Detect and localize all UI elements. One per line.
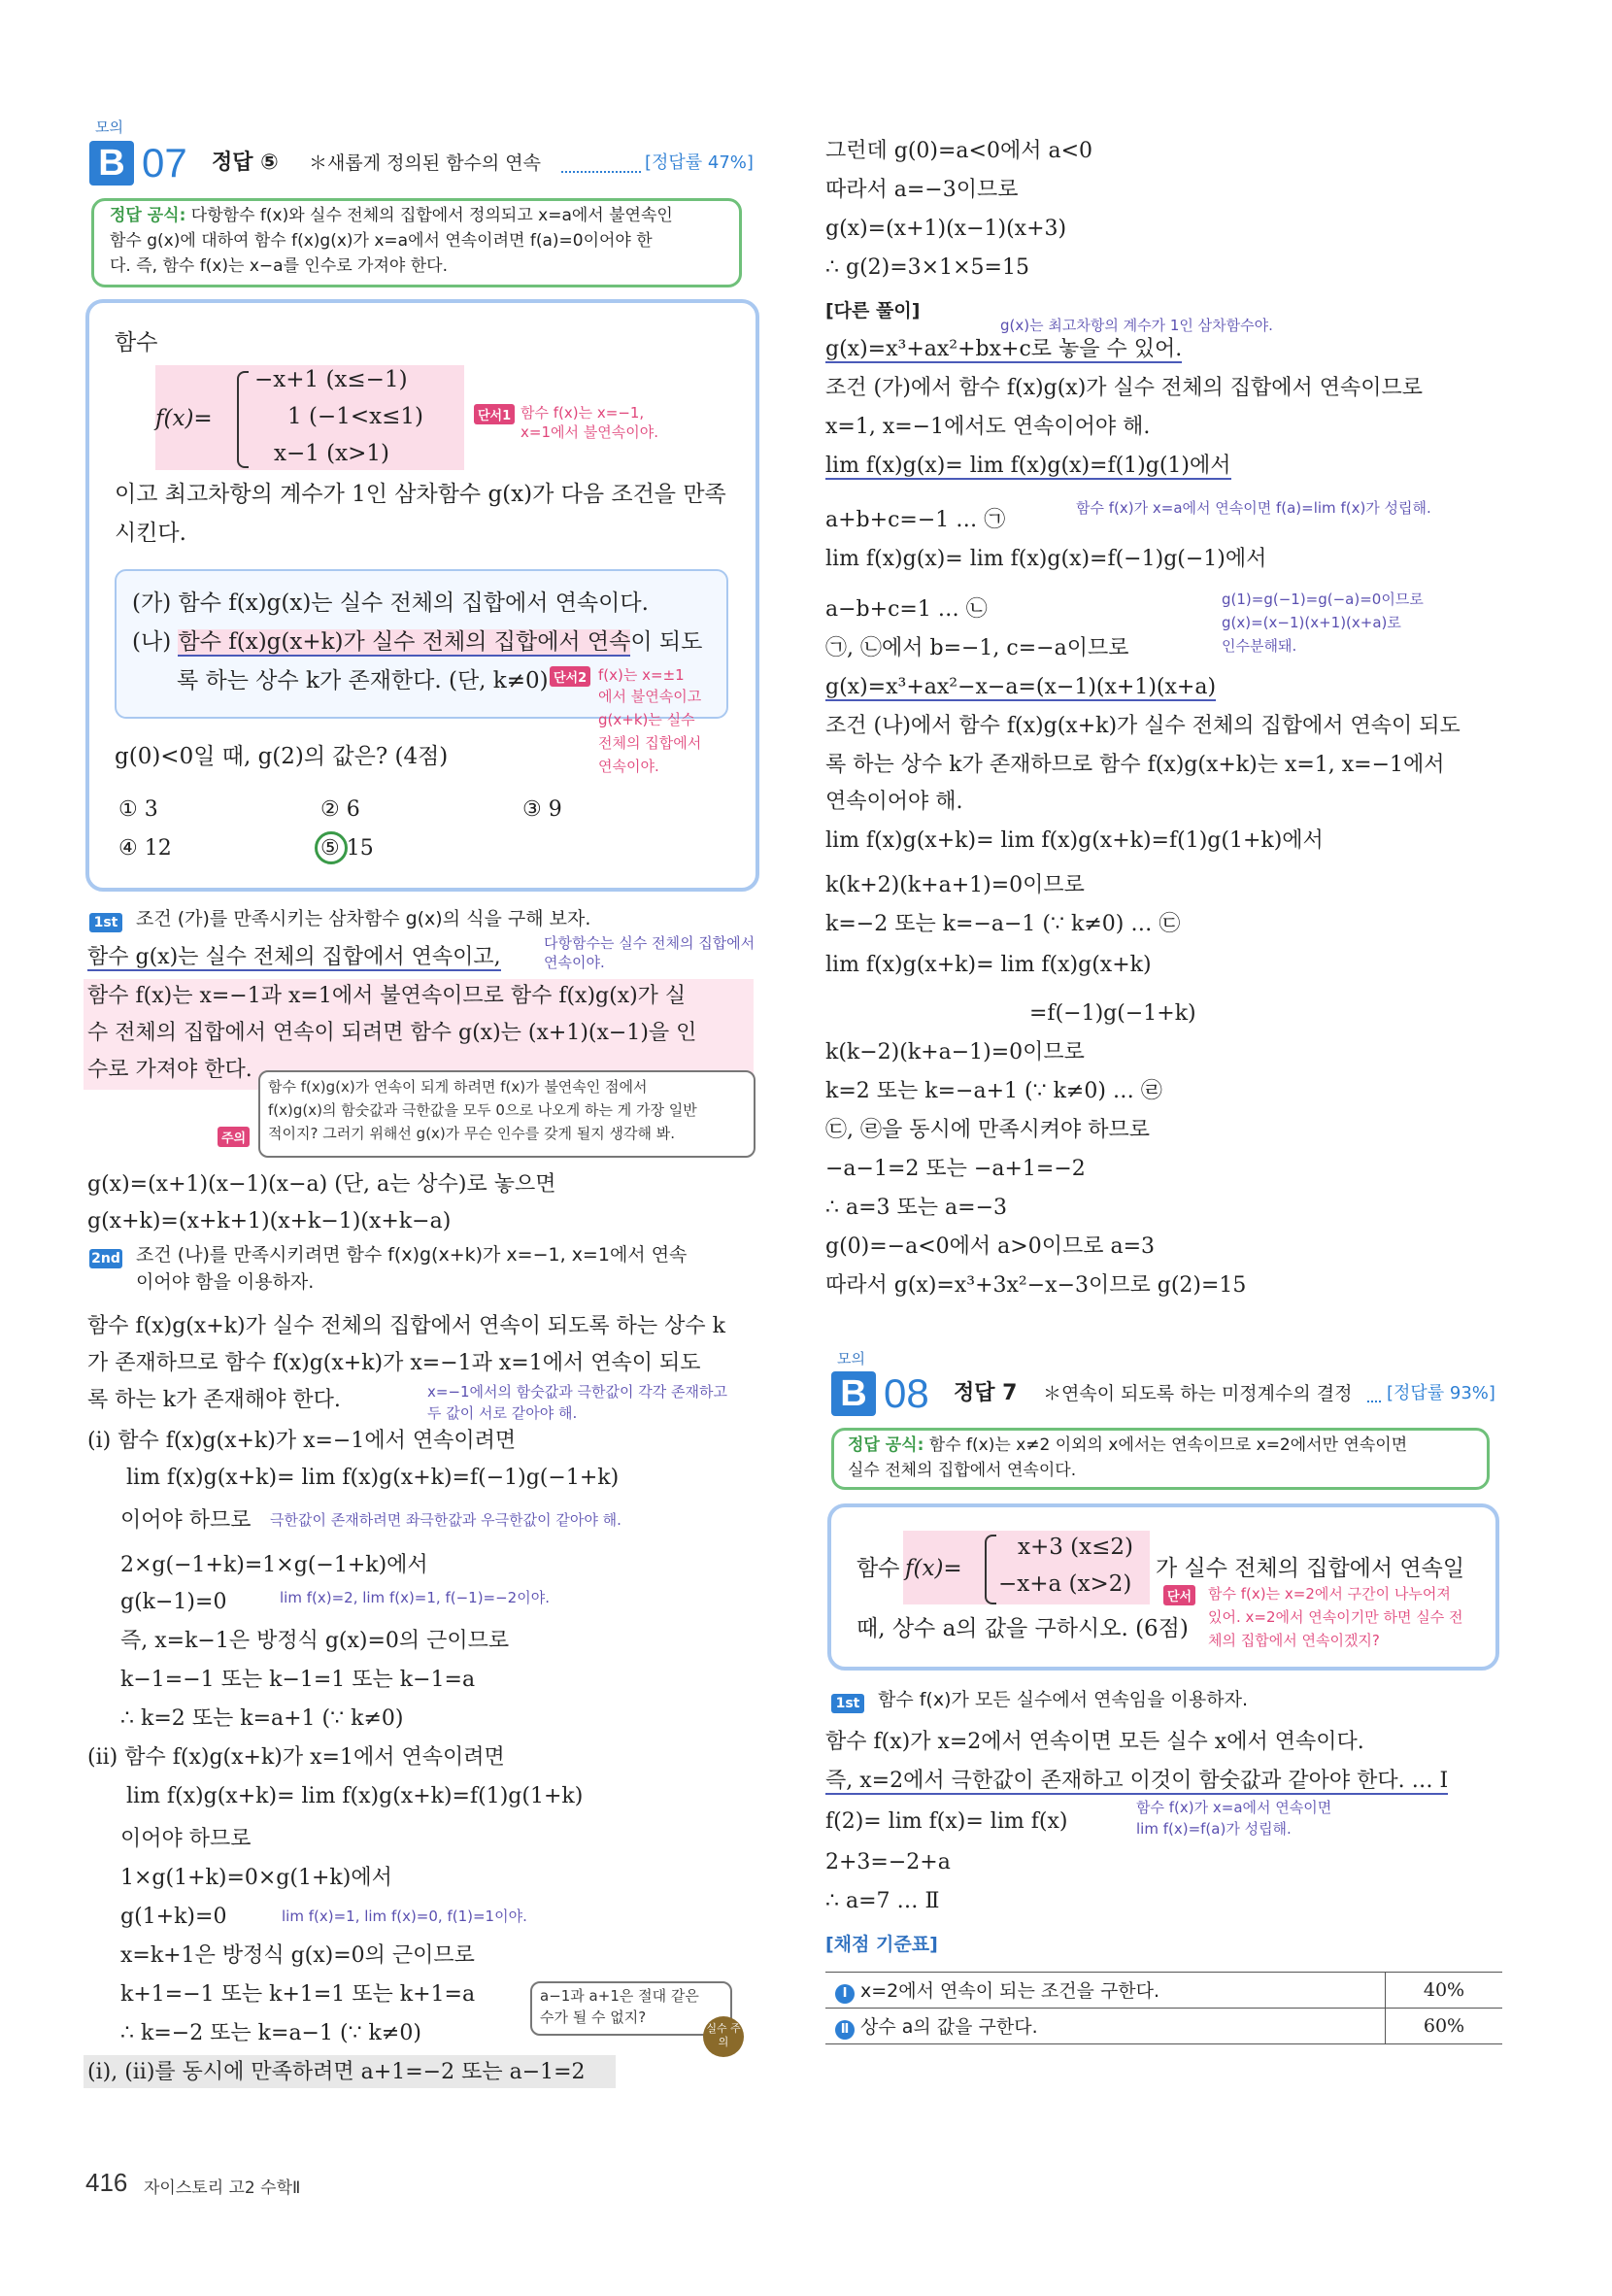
sol1-note-1: 다항함수는 실수 전체의 집합에서 [544, 934, 756, 952]
grading-row-2-pct: 60% [1386, 2009, 1503, 2044]
alt-solution-title: [다른 풀이] [825, 300, 921, 321]
case-ii-3: 이어야 하므로 [120, 1827, 252, 1851]
alt-line-12: 연속이어야 해. [825, 790, 963, 814]
p08-step-1-badge: 1st [831, 1694, 864, 1713]
alt-line-22: ∴ a=3 또는 a=−3 [825, 1196, 1008, 1220]
step-2-line-1: 조건 (나)를 만족시키려면 함수 f(x)g(x+k)가 x=−1, x=1에서 연속 [136, 1244, 688, 1266]
step-2-line-2: 이어야 함을 이용하자. [136, 1271, 315, 1293]
p08-sol-5: ∴ a=7 … Ⅱ [825, 1889, 940, 1913]
p08-formula-line-1: 정답 공식: 함수 f(x)는 x≠2 이외의 x에서는 연속이므로 x=2에서만 연속이면 [848, 1435, 1408, 1455]
header-leader [561, 171, 641, 173]
sol1-after-2: g(x+k)=(x+k+1)(x+k−1)(x+k−a) [87, 1209, 452, 1233]
p08-leader [1367, 1401, 1381, 1402]
condition-b: (나) 함수 f(x)g(x+k)가 실수 전체의 집합에서 연속이 되도 [132, 629, 703, 655]
alt-line-23: g(0)=−a<0에서 a>0이므로 a=3 [825, 1234, 1156, 1259]
grading-table [825, 1972, 1502, 2044]
case-i-6: 즉, x=k−1은 방정식 g(x)=0의 근이므로 [120, 1629, 510, 1653]
p08-pre: 함수 [856, 1556, 900, 1581]
p08-answer: 정답 7 [954, 1381, 1018, 1405]
hint1-line-1: 함수 f(x)는 x=−1, [521, 404, 645, 422]
sol2-note-1: x=−1에서의 함숫값과 극한값이 각각 존재하고 [427, 1383, 727, 1401]
case-i-2: lim f(x)g(x+k)= lim f(x)g(x+k)=f(−1)g(−1+k) [126, 1466, 620, 1490]
sol2-line-1: 함수 f(x)g(x+k)가 실수 전체의 집합에서 연속이 되도록 하는 상수 k [87, 1314, 725, 1338]
sol1-line-1: 함수 g(x)는 실수 전체의 집합에서 연속이고, [87, 945, 501, 969]
p08-end: 때, 상수 a의 값을 구하시오. (6점) [856, 1616, 1189, 1641]
choice-4[interactable]: ④ 12 [118, 836, 172, 861]
alt-line-8: ㉠, ㉡에서 b=−1, c=−a이므로 [825, 636, 1129, 660]
correct-answer-circle [315, 831, 348, 864]
desc-line-1: 이고 최고차항의 계수가 1인 삼차함수 g(x)가 다음 조건을 만족 [115, 482, 726, 507]
hint2-line-4: 전체의 집합에서 [598, 734, 702, 752]
fx-label: f(x)= [155, 406, 213, 431]
formula-box [91, 198, 742, 287]
formula-line-3: 다. 즉, 함수 f(x)는 x−a를 인수로 가져야 한다. [110, 256, 448, 276]
condition-b-2: 록 하는 상수 k가 존재한다. (단, k≠0) [177, 668, 549, 693]
grading-title: [채점 기준표] [825, 1934, 938, 1955]
case-brace [237, 371, 249, 468]
case-i-note-1: 극한값이 존재하려면 좌극한값과 우극한값이 같아야 해. [270, 1511, 621, 1529]
book-title: 자이스토리 고2 수학Ⅱ [144, 2178, 301, 2198]
condition-a: (가) 함수 f(x)g(x)는 실수 전체의 집합에서 연속이다. [132, 591, 649, 616]
case-ii-8: ∴ k=−2 또는 k=a−1 (∵ k≠0) [120, 2021, 421, 2045]
sol1-key-1: 함수 f(x)는 x=−1과 x=1에서 불연속이므로 함수 f(x)g(x)가 실 [87, 984, 687, 1008]
alt-line-20: ㉢, ㉣을 동시에 만족시켜야 하므로 [825, 1118, 1150, 1142]
case-i-3: 이어야 하므로 [120, 1508, 252, 1533]
case-i-note-2: lim f(x)=2, lim f(x)=1, f(−1)=−2이야. [280, 1589, 550, 1606]
p08-sol-3: f(2)= lim f(x)= lim f(x) [825, 1809, 1068, 1834]
p08-number: 08 [884, 1370, 929, 1416]
formula-line-2: 함수 g(x)에 대하여 함수 f(x)g(x)가 x=a에서 연속이려면 f(a)=0이어야 한 [110, 231, 653, 251]
warning-badge: 주의 [218, 1127, 250, 1147]
p08-hint-badge: 단서 [1163, 1585, 1195, 1605]
p08-sol-4: 2+3=−2+a [825, 1850, 951, 1874]
case-ii-7: k+1=−1 또는 k+1=1 또는 k+1=a [120, 1982, 476, 2007]
alt-line-7: a−b+c=1 … ㉡ [825, 597, 988, 622]
grading-row-1-pct: 40% [1386, 1973, 1503, 2009]
alt-note-2c: 인수분해돼. [1222, 637, 1297, 655]
case-i-5: g(k−1)=0 [120, 1590, 227, 1614]
case-ii-6: x=k+1은 방정식 g(x)=0의 근이므로 [120, 1943, 475, 1968]
grading-row-2-text: Ⅱ 상수 a의 값을 구한다. [825, 2009, 1386, 2044]
problem-tag: 모의 [95, 118, 123, 136]
p08-step-1-text: 함수 f(x)가 모든 실수에서 연속임을 이용하자. [878, 1689, 1249, 1710]
step-2-badge: 2nd [89, 1249, 122, 1268]
sol2-line-2: 가 존재하므로 함수 f(x)g(x+k)가 x=−1과 x=1에서 연속이 되도 [87, 1351, 701, 1375]
choice-5[interactable]: ⑤ 15 [320, 836, 374, 861]
problem-letter: B [89, 141, 134, 186]
alt-line-6: lim f(x)g(x)= lim f(x)g(x)=f(−1)g(−1)에서 [825, 547, 1267, 571]
case-i-7: k−1=−1 또는 k−1=1 또는 k−1=a [120, 1668, 476, 1692]
hint2-line-5: 연속이야. [598, 758, 659, 775]
p08-sol-2: 즉, x=2에서 극한값이 존재하고 이것이 함숫값과 같아야 한다. … Ⅰ [825, 1769, 1449, 1793]
alt-line-5: a+b+c=−1 … ㉠ [825, 508, 1006, 532]
right-line-2: 따라서 a=−3이므로 [825, 178, 1019, 202]
right-line-1: 그런데 g(0)=a<0에서 a<0 [825, 139, 1093, 163]
p08-mid: 가 실수 전체의 집합에서 연속일 [1156, 1556, 1465, 1581]
problem-topic: ＊새롭게 정의된 함수의 연속 [309, 152, 542, 174]
p08-rate: [정답률 93%] [1387, 1383, 1495, 1403]
alt-line-11: 록 하는 상수 k가 존재하므로 함수 f(x)g(x+k)는 x=1, x=−1에서 [825, 753, 1445, 777]
desc-line-2: 시킨다. [115, 521, 186, 546]
sol1-after-1: g(x)=(x+1)(x−1)(x−a) (단, a는 상수)로 놓으면 [87, 1172, 556, 1197]
case-ii-4: 1×g(1+k)=0×g(1+k)에서 [120, 1866, 392, 1890]
alt-line-2: 조건 (가)에서 함수 f(x)g(x)가 실수 전체의 집합에서 연속이므로 [825, 376, 1424, 400]
alt-line-1: g(x)=x³+ax²+bx+c로 놓을 수 있어. [825, 337, 1183, 361]
step-1-text: 조건 (가)를 만족시키는 삼차함수 g(x)의 식을 구해 보자. [136, 908, 591, 929]
case-2: 1 (−1<x≤1) [287, 404, 423, 429]
warning-line-3: 적이지? 그러기 위해선 g(x)가 무슨 인수를 갖게 될지 생각해 봐. [268, 1125, 676, 1142]
case-i-4: 2×g(−1+k)=1×g(−1+k)에서 [120, 1553, 428, 1577]
p08-letter: B [831, 1371, 876, 1416]
conclusion-text: (i), (ii)를 동시에 만족하려면 a+1=−2 또는 a−1=2 [87, 2060, 586, 2084]
hint2-badge: 단서2 [550, 666, 590, 687]
alt-line-17: =f(−1)g(−1+k) [1029, 1001, 1196, 1026]
alt-note-2a: g(1)=g(−1)=g(−a)=0이므로 [1222, 591, 1424, 608]
hint2-line-3: g(x+k)는 실수 [598, 711, 695, 728]
hint1-badge: 단서1 [474, 404, 515, 424]
alt-line-13: lim f(x)g(x+k)= lim f(x)g(x+k)=f(1)g(1+k)에서 [825, 828, 1324, 853]
p08-brace [985, 1535, 996, 1604]
bubble-line-2: 수가 될 수 없지? [540, 2009, 647, 2026]
question-text: g(0)<0일 때, g(2)의 값은? (4점) [115, 744, 449, 769]
grading-row-1-text: Ⅰ x=2에서 연속이 되는 조건을 구한다. [825, 1973, 1386, 2009]
p08-hint-1: 함수 f(x)는 x=2에서 구간이 나누어져 [1208, 1585, 1451, 1603]
page-number: 416 [85, 2168, 128, 2197]
hint1-line-2: x=1에서 불연속이야. [521, 423, 658, 441]
case-ii-note: lim f(x)=1, lim f(x)=0, f(1)=1이야. [282, 1908, 527, 1925]
right-line-3: g(x)=(x+1)(x−1)(x+3) [825, 217, 1067, 241]
p08-fx-label: f(x)= [905, 1556, 962, 1581]
sol2-note-2: 두 값이 서로 같아야 해. [427, 1404, 578, 1422]
alt-line-10: 조건 (나)에서 함수 f(x)g(x+k)가 실수 전체의 집합에서 연속이 되도 [825, 714, 1461, 738]
intro-text: 함수 [115, 330, 158, 355]
alt-line-15: k=−2 또는 k=−a−1 (∵ k≠0) … ㉢ [825, 912, 1181, 936]
problem-number: 07 [142, 140, 187, 186]
hint2-line-2: 에서 불연속이고 [598, 688, 702, 705]
choice-3[interactable]: ③ 9 [522, 797, 562, 822]
formula-line-1: 정답 공식: 다항함수 f(x)와 실수 전체의 집합에서 정의되고 x=a에서 불연속인 [110, 206, 673, 225]
p08-formula-line-2: 실수 전체의 집합에서 연속이다. [848, 1461, 1077, 1480]
sol1-key-2: 수 전체의 집합에서 연속이 되려면 함수 g(x)는 (x+1)(x−1)을 인 [87, 1021, 697, 1045]
p08-topic: ＊연속이 되도록 하는 미정계수의 결정 [1043, 1383, 1353, 1404]
hint2-line-1: f(x)는 x=±1 [598, 666, 685, 684]
p08-sol-1: 함수 f(x)가 x=2에서 연속이면 모든 실수 x에서 연속이다. [825, 1730, 1364, 1754]
alt-note-2b: g(x)=(x−1)(x+1)(x+a)로 [1222, 614, 1401, 631]
sol2-line-3: 록 하는 k가 존재해야 한다. [87, 1388, 341, 1412]
alt-line-19: k=2 또는 k=−a+1 (∵ k≠0) … ㉣ [825, 1079, 1162, 1103]
choice-1[interactable]: ① 3 [118, 797, 158, 822]
mistake-badge: 실수 주의 [703, 2016, 744, 2057]
warning-line-2: f(x)g(x)의 함숫값과 극한값을 모두 0으로 나오게 하는 게 가장 일반 [268, 1101, 697, 1119]
alt-line-24: 따라서 g(x)=x³+3x²−x−3이므로 g(2)=15 [825, 1273, 1247, 1298]
grading-row [825, 2009, 1502, 2044]
alt-line-9: g(x)=x³+ax²−x−a=(x−1)(x+1)(x+a) [825, 675, 1217, 699]
case-ii-5: g(1+k)=0 [120, 1905, 227, 1929]
case-ii-1: (ii) 함수 f(x)g(x+k)가 x=1에서 연속이려면 [87, 1745, 505, 1770]
choice-2[interactable]: ② 6 [320, 797, 360, 822]
p08-hint-3: 체의 집합에서 연속이겠지? [1208, 1632, 1380, 1649]
case-ii-2: lim f(x)g(x+k)= lim f(x)g(x+k)=f(1)g(1+k) [126, 1784, 584, 1808]
p08-sol-note-2: lim f(x)=f(a)가 성립해. [1136, 1820, 1292, 1838]
case-i-8: ∴ k=2 또는 k=a+1 (∵ k≠0) [120, 1706, 404, 1731]
alt-line-18: k(k−2)(k+a−1)=0이므로 [825, 1040, 1085, 1064]
case-1: −x+1 (x≤−1) [254, 367, 408, 392]
alt-line-21: −a−1=2 또는 −a+1=−2 [825, 1157, 1086, 1181]
bubble-line-1: a−1과 a+1은 절대 같은 [540, 1987, 699, 2005]
step-1-badge: 1st [89, 913, 122, 932]
sol1-note-2: 연속이야. [544, 954, 605, 971]
right-line-4: ∴ g(2)=3×1×5=15 [825, 255, 1029, 280]
answer-label: 정답 ⑤ [212, 151, 279, 175]
p08-case-2: −x+a (x>2) [998, 1571, 1132, 1597]
alt-line-4: lim f(x)g(x)= lim f(x)g(x)=f(1)g(1)에서 [825, 454, 1231, 478]
answer-rate: [정답률 47%] [645, 152, 754, 173]
warning-line-1: 함수 f(x)g(x)가 연속이 되게 하려면 f(x)가 불연속인 점에서 [268, 1078, 648, 1096]
p08-tag: 모의 [837, 1350, 865, 1367]
alt-note-1: 함수 f(x)가 x=a에서 연속이면 f(a)=lim f(x)가 성립해. [1076, 499, 1431, 517]
p08-formula-box [831, 1428, 1490, 1490]
alt-line-14: k(k+2)(k+a+1)=0이므로 [825, 873, 1085, 897]
grading-row [825, 1973, 1502, 2009]
p08-sol-note-1: 함수 f(x)가 x=a에서 연속이면 [1136, 1799, 1332, 1816]
sol1-key-3: 수로 가져야 한다. [87, 1058, 252, 1082]
p08-case-1: x+3 (x≤2) [1018, 1535, 1134, 1560]
alt-line-16: lim f(x)g(x+k)= lim f(x)g(x+k) [825, 953, 1152, 977]
case-i-1: (i) 함수 f(x)g(x+k)가 x=−1에서 연속이려면 [87, 1429, 517, 1453]
p08-hint-2: 있어. x=2에서 연속이기만 하면 실수 전 [1208, 1608, 1463, 1626]
case-3: x−1 (x>1) [274, 441, 390, 466]
alt-line-3: x=1, x=−1에서도 연속이어야 해. [825, 415, 1151, 439]
alt-note-0: g(x)는 최고차항의 계수가 1인 삼차함수야. [1000, 317, 1273, 334]
